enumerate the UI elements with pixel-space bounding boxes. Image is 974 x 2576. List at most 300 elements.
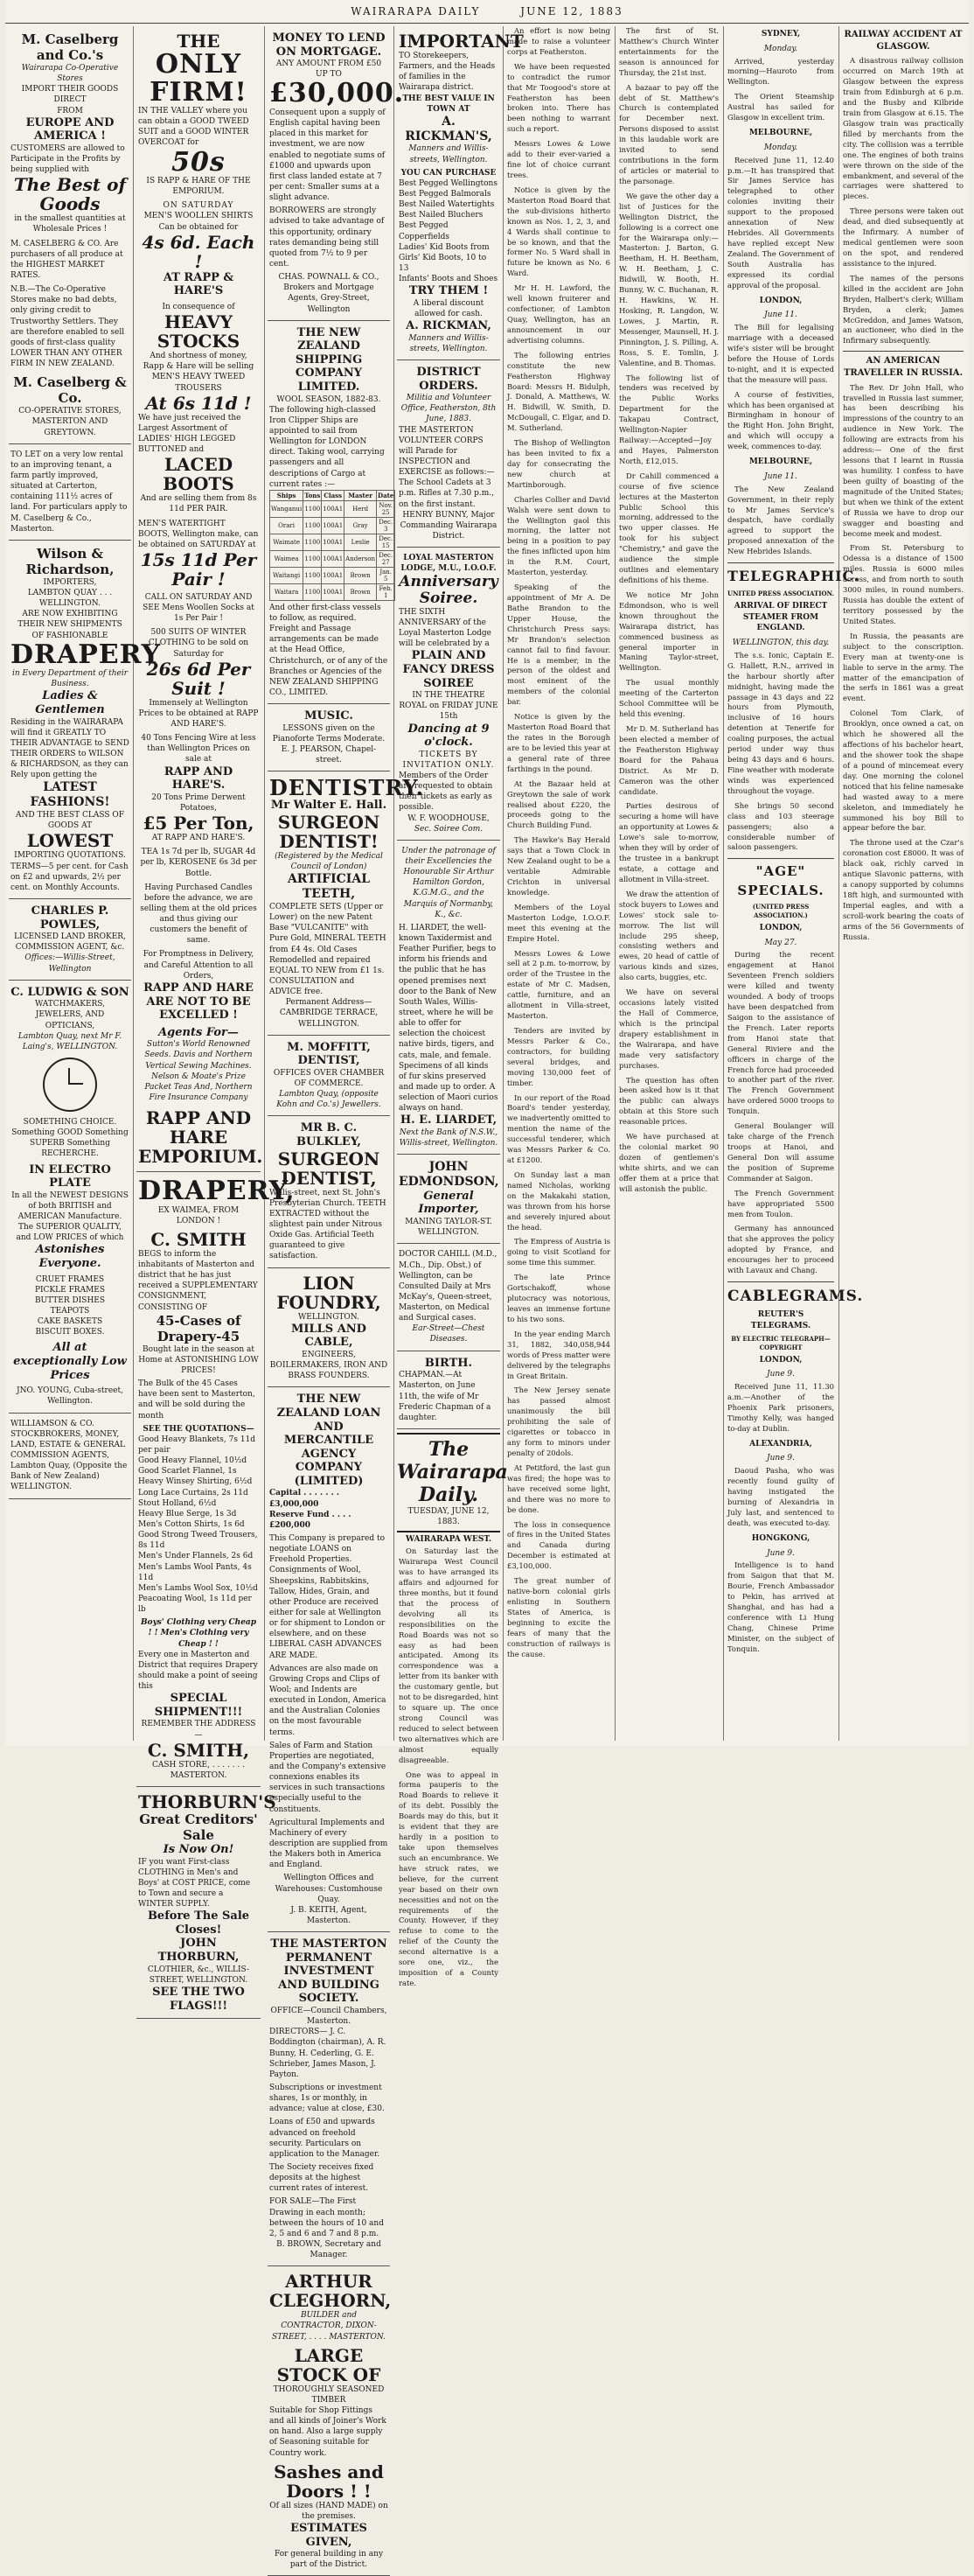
ad-text: AT RAPP & HARE'S <box>163 270 234 298</box>
ad-text: ANY AMOUNT FROM £50 UP TO <box>275 59 382 80</box>
ad-heading: ONLY FIRM! <box>150 49 247 108</box>
paragraph: The Orient Steamship Austral has sailed for Glasgow in excellent trim. <box>727 92 834 122</box>
column-divider <box>133 26 134 1741</box>
paragraph: On Sunday last a man named Nicholas, working on the Makakahi station, was thrown from his horse and severely injured about the head. <box>507 1169 610 1232</box>
paragraph: Notice is given by the Masterton Road Board that the sub-divisions hitherto known as Nos. 1, 2, 3, and 4 Wards shall continue to be so known, and that the former No. 5 Ward shall in future be known as No. 6 Ward. <box>507 185 610 278</box>
ad-title: Mr Walter E. Hall. <box>270 799 387 813</box>
ad-text: 500 SUITS OF WINTER CLOTHING to be sold on Saturday for <box>148 628 249 659</box>
ad-text: Sec. Soiree Com. <box>414 824 484 834</box>
ad-title: M. Caselberg and Co.'s <box>21 31 119 63</box>
paragraph: The Rev. Dr John Hall, who travelled in Russia last summer, has been describing his impressions of the country to an audience in New York. The following are extracts from his address:— One of the first lessons that I learnt in Russia was humility. I confess to have been guilty of boasting of the magnitude of the United States; but when we think of the extent of Russia we have to drop our swagger and boasting and become meek and modest. <box>843 382 964 538</box>
ad-text: N.B.—The Co-Operative Stores make no bad debts, only giving credit to Trustworthy Settlers. They are therefore enabled to sell goods of first-class quality LOWER THAN ANY OTHER FIRM IN NEW ZEALAND. <box>10 285 125 369</box>
ad-text: Under the patronage of their Excellencies the Honourable Sir Arthur Hamilton Gordon, K.G.M.G., and the Marquis of Normanby, K., &c. <box>401 846 496 919</box>
powles-ad <box>9 899 131 981</box>
telegrams <box>726 29 864 1655</box>
ad-text: IMPORTERS, <box>43 577 97 587</box>
column-7 <box>726 26 864 1741</box>
list-item: Stout Holland, 6½d <box>138 1498 217 1508</box>
table-cell: 1100 <box>303 567 322 583</box>
table-cell: 100A1 <box>322 517 344 534</box>
paragraph: The Bishop of Wellington has been invited to fix a day for consecrating the new church at Martinborough. <box>507 438 610 489</box>
table-cell: 100A1 <box>322 550 344 567</box>
ad-text: Manners and Willis-streets, Wellington. <box>408 333 489 353</box>
list-item: Men's Lambs Wool Sox, 10½d <box>138 1583 258 1593</box>
table-cell: Orari <box>270 517 303 534</box>
ad-text: W. F. WOODHOUSE, <box>407 813 490 823</box>
articles <box>841 29 965 943</box>
paragraph: She brings 50 second class and 103 steerage passengers; also a considerable number of saloon passengers. <box>727 800 834 852</box>
ad-text: EX WAIMEA, FROM LONDON ! <box>157 1205 240 1225</box>
ad-text: OFFICE—Council Chambers, Masterton. <box>270 2007 387 2027</box>
ad-price: 50s <box>171 146 226 178</box>
paragraph: Intelligence is to hand from Saigon that that M. Bourie, French Ambassador to Pekin, has arrived at Shanghai, and has had a conference with Li Hung Chang, Chinese Prime Minister, on the subject of Tonquin. <box>727 1560 834 1653</box>
dateline: WELLINGTON, this day. <box>732 639 830 648</box>
ad-text: BEGS to inform the inhabitants of Masterton and district that he has just received a SUPPLEMENTARY CONSIGNMENT, CONSISTING OF <box>138 1249 258 1312</box>
ad-text: Immensely at Wellington Prices to be obtained at RAPP AND HARE'S. <box>138 698 259 730</box>
ad-heading: ESTIMATES GIVEN, <box>290 2521 367 2549</box>
ad-text: In all the NEWEST DESIGNS of both BRITISH and AMERICAN Manufacture. The SUPERIOR QUALITY, and LOW PRICES of which <box>11 1190 129 1243</box>
ad-text: J. B. KEITH, Agent, Masterton. <box>290 1905 367 1925</box>
ad-heading: RAPP AND HARE'S. <box>163 764 233 792</box>
ad-text: TO Storekeepers, Farmers, and the Heads of families in the Wairarapa district. <box>399 52 496 93</box>
ad-text: And are selling them from 8s 11d PER PAIR. <box>140 494 257 514</box>
building-society-ad <box>268 1932 390 2266</box>
dateline: LONDON, <box>759 923 803 932</box>
list-item: Good Strong Tweed Trousers, 8s 11d <box>138 1531 258 1551</box>
list-item: Best Pegged Copperfields <box>399 221 450 241</box>
ad-heading: ARTIFICIAL TEETH, <box>287 872 371 902</box>
ad-text: in the smallest quantities at Wholesale Prices ! <box>14 214 126 234</box>
table-cell: Waitangi <box>270 567 303 583</box>
paragraph: The s.s. Ionic, Captain E. G. Hallett, R.N., arrived in the harbour shortly after midnight, having made the passage in 43 days and 22 hours from Plymouth, inclusive of 16 hours detention at Tenerife for coaling purposes, the actual period under way thus being 43 days and 6 hours. Fine weather with moderate winds was experienced throughout the voyage. <box>727 650 834 795</box>
dateline-date: Monday. <box>763 44 798 53</box>
section-subheading: UNITED PRESS ASSOCIATION. <box>727 589 834 597</box>
paragraph: In Russia, the peasants are subject to the conscription. Every man at twenty-one is liable to serve in the army. The matter of the emancipation of the serfs in 1861 was a great event. <box>843 631 964 703</box>
list-item: Long Lace Curtains, 2s 11d <box>138 1488 248 1497</box>
ad-heading: Dancing at 9 o'clock. <box>407 722 490 750</box>
ad-heading: DRAPERY, <box>138 1176 296 1207</box>
ad-title: M. MOFFITT, DENTIST, <box>287 1040 371 1068</box>
paragraph: Received June 11, 11.30 a.m.—Another of the Phoenix Park prisoners, Timothy Kelly, was hanged to-day at Dublin. <box>727 1382 834 1433</box>
ad-text: IF you want First-class CLOTHING in Men's and Boys' at COST PRICE, come to Town and secure a WINTER SUPPLY. <box>138 1857 251 1909</box>
ad-text: Sutton's World Renowned Seeds. Davis and Northern Vertical Sewing Machines. Nelson & Moate's Prize Packet Teas And, Northern Fire Insurance Company <box>144 1040 253 1102</box>
ad-price: 15s 11d Per Pair ! <box>140 548 257 590</box>
section-subheading: REUTER'S TELEGRAMS. <box>750 1310 811 1330</box>
ad-text: CASH STORE, . . . . . . . MASTERTON. <box>151 1760 246 1780</box>
ad-text: Militia and Volunteer Office, Featherston, 8th June, 1883. <box>400 394 497 424</box>
list-item: BUTTER DISHES <box>34 1295 106 1305</box>
ad-subtitle: Wairarapa Co-Operative Stores <box>21 64 119 84</box>
list-item: Girls' Kid Boots, 10 to 13 <box>399 253 487 273</box>
paragraph: At the Bazaar held at Greytown the sale of work realised about £220, the proceeds going to the Church Building Fund. <box>507 778 610 830</box>
rickman-ad <box>397 26 524 360</box>
ad-heading: RAPP AND HARE ARE NOT TO BE EXCELLED ! <box>143 981 254 1023</box>
ad-heading: BIRTH. <box>424 1356 473 1370</box>
ad-text: Next the Bank of N.S.W., Willis-street, Wellington. <box>399 1128 498 1148</box>
ad-text: TICKETS BY INVITATION ONLY. <box>402 750 495 770</box>
dateline: HONGKONG, <box>751 1533 811 1543</box>
ad-text: in Every Department of their Business. <box>11 669 129 689</box>
paragraph: The late Prince Gortschakoff, whose plutocracy was notorious, leaves an immense fortune to his two sons. <box>507 1273 610 1323</box>
paragraph: Mr D. M. Sutherland has been elected a member of the Featherston Highway Board for the Pahaua District. As Mr D. Cameron was the other candidate. <box>619 724 719 796</box>
ad-text: A liberal discount allowed for cash. <box>413 298 484 318</box>
paragraph: We have on several occasions lately visited the Hall of Commerce, which is the principal drapery establishment in the Wairarapa, and have made very satisfactory purchases. <box>619 988 719 1070</box>
ad-heading: MONEY TO LEND ON MORTGAGE. <box>272 31 386 59</box>
paragraph: The French Government have appropriated 5500 men from Toulon. <box>727 1188 834 1218</box>
paragraph: Speaking of the appointment of Mr A. De Bathe Brandon to the Upper House, the Christchurch Press says: Mr Brandon's selection cannot fail to find favour. He is a member, in the person of the oldest and most eminent of the members of the colonial bar. <box>507 583 610 707</box>
ad-heading: THE NEW ZEALAND SHIPPING COMPANY LIMITED. <box>295 325 363 394</box>
list-item: BISCUIT BOXES. <box>35 1328 105 1337</box>
paragraph: The Hawke's Bay Herald says that a Town Clock in New Zealand ought to be a veritable Admirable Crichton in universal knowledge. <box>507 835 610 897</box>
ad-heading: LOWEST <box>26 830 114 852</box>
paragraph: Arrived, yesterday morning—Hauroto from Wellington. <box>727 56 834 87</box>
table-row <box>270 583 395 600</box>
ad-text: For general building in any part of the District. <box>274 2550 384 2570</box>
paragraph: On Saturday last the Wairarapa West Council was to have arranged its affairs and adjourned for three months, but it found that the process of devolving all its responsibilities on the Road Boards was not so easy as had been anticipated. Among its correspondence was a letter from its banker with the customary gentle, but not to be disregarded, hint to square up. The once strong Council was reduced to select between two alternatives which are almost equally disagreeable. <box>399 1546 499 1764</box>
table-cell: Feb. 1 <box>377 583 395 600</box>
column-header: Tons <box>304 491 321 499</box>
table-cell: Dec. 27 <box>377 550 395 567</box>
paragraph: We have been requested to contradict the rumor that Mr Toogood's store at Featherston has been broken into. There has been nothing to warrant such a report. <box>507 61 610 134</box>
dateline-date: June 9. <box>767 1370 795 1379</box>
ad-text: LESSONS given on the Pianoforte Terms Moderate. E. J. PEARSON, Chapel-street. <box>272 723 386 765</box>
doctor-ad <box>397 1244 500 1351</box>
paragraph: The Empress of Austria is going to visit Scotland for some time this summer. <box>507 1237 610 1267</box>
ad-title: MR B. C. BULKLEY, <box>296 1121 361 1148</box>
ad-heading: Sashes and Doors ! ! <box>274 2461 384 2502</box>
column-8 <box>841 26 965 1741</box>
cleghorn-ad <box>268 2266 390 2576</box>
ad-text: DIRECTORS— J. C. Boddington (chairman), A. R. Bunny, H. Cederling, G. E. Schrieber, James Mason, J. Payton. <box>269 2028 386 2079</box>
list-item: Best Pegged Balmorals <box>399 190 491 199</box>
ad-heading: IMPORTANT <box>399 31 524 52</box>
table-cell: Wanganui <box>270 500 303 517</box>
ad-text: Having Purchased Candles before the advance, we are selling them at the old prices and thus giving our customers the benefit of same. <box>140 883 257 946</box>
ad-text: ARE NOW EXHIBITING THEIR NEW SHIPMENTS OF FASHIONABLE <box>17 610 122 640</box>
ad-title: JOHN EDMONDSON, <box>399 1160 499 1190</box>
ad-heading: IN ELECTRO PLATE <box>29 1162 111 1190</box>
editorial-title: The Wairarapa Daily. <box>397 1437 508 1506</box>
dateline: LONDON, <box>759 1355 803 1365</box>
ad-text: BUILDER and CONTRACTOR, DIXON-STREET, . . . . MASTERTON. <box>272 2311 386 2342</box>
ad-heading: SEE THE TWO FLAGS!!! <box>152 1985 245 2013</box>
column-4 <box>397 26 524 1987</box>
table-cell: Brown <box>344 583 377 600</box>
ad-text: MEN'S WOOLLEN SHIRTS Can be obtained for <box>143 212 254 232</box>
list-item: CRUET FRAMES <box>35 1274 105 1284</box>
table-cell: 100A1 <box>322 534 344 550</box>
table-row <box>270 550 395 567</box>
column-3 <box>268 26 424 2570</box>
ad-title: LION FOUNDRY, <box>276 1272 381 1313</box>
ad-text: The Society receives fixed deposits at the highest current rates of interest. <box>269 2163 374 2194</box>
ad-text: In consequence of <box>162 302 235 311</box>
paragraph: The Bill for legalising marriage with a deceased wife's sister will be brought before the House of Lords to-night, and it is expected that the measure will pass. <box>727 323 834 384</box>
list-item: Infants' Boots and Shoes <box>399 275 498 284</box>
ad-heading: Before The Sale Closes! <box>147 1909 250 1937</box>
ad-heading: Ladies & Gentlemen <box>35 689 105 717</box>
paragraph: Tenders are invited by Messrs Parker & Co., contractors, for building several bridges, and moving 130,000 feet of timber. <box>507 1025 610 1087</box>
masthead-rule <box>5 23 969 24</box>
paragraph: Received June 11, 12.40 p.m.—It has transpired that Sir James Service has telegraphed to other colonies inviting their support to the proposed annexation of New Hebrides. All Governments have replied except New Zealand. The Government of South Australia has expressed its cordial approval of the proposal. <box>727 155 834 290</box>
ad-text: REMEMBER THE ADDRESS— <box>141 1720 256 1740</box>
editorial-body <box>397 1546 500 1989</box>
paragraph: Parties desirous of securing a home will have an opportunity at Lowes & Lowe's sale to-morrow, when they will by order of the trustee in a bankrupt estate, a cottage and allotment in Villa-street. <box>619 801 719 883</box>
ad-heading: SURGEON DENTIST! <box>277 812 380 853</box>
table-cell: Leslie <box>344 534 377 550</box>
list-item: Men's Cotton Shirts, 1s 6d <box>138 1520 245 1529</box>
ad-heading: Astonishes Everyone. <box>35 1243 105 1271</box>
paragraph: Colonel Tom Clark, of Brooklyn, once owned a cat, on which he showered all the affections of his bachelor heart, and the shower took the shape of a pound of mincemeat every day. One morning the colonel noticed that his feline namesake had wasted away to a mere skeleton, and immediately he summoned his boy Bill to appear before the bar. <box>843 709 964 833</box>
ad-text: SEE THE QUOTATIONS— <box>143 1424 254 1434</box>
ad-text: AND THE BEST CLASS OF GOODS AT <box>16 811 124 831</box>
product-list <box>10 1274 129 1338</box>
table-cell: 100A1 <box>322 567 344 583</box>
ad-price: 26s 6d Per Suit ! <box>146 658 251 699</box>
ad-text: COMPLETE SETS (Upper or Lower) on the new Patent Base "VULCANITE" with Pure Gold, MINERAL TEETH from £4 4s. Old Cases Remodelled and repaired EQUAL TO NEW from £1 1s. CONSULTATION and ADVICE free. <box>269 902 386 997</box>
ad-text: DOCTOR CAHILL (M.D., M.Ch., Dip. Obst.) of Wellington, can be Consulted Daily at Mrs McKay's, Queen-street, Masterton, on Medical and Surgical cases. <box>399 1250 497 1323</box>
dateline-date: June 11. <box>764 471 797 481</box>
section-heading: "AGE" SPECIALS. <box>727 858 834 900</box>
ad-text: IN THE THEATRE ROYAL on FRIDAY JUNE 15th <box>399 691 498 722</box>
ad-text: Manners and Willis-streets, Wellington. <box>408 144 489 164</box>
ad-heading: Great Creditors' Sale <box>139 1812 258 1843</box>
paragraph: We have purchased at the colonial market 90 dozen of gentlemen's white shirts, and we can offer them at a price that will astonish the public. <box>619 1132 719 1193</box>
list-item: TEAPOTS <box>50 1307 90 1316</box>
table-cell: 1100 <box>303 534 322 550</box>
ad-text: THOROUGHLY SEASONED TIMBER <box>273 2384 385 2405</box>
list-item: Peacoating Wool, 1s 11d per lb <box>138 1594 252 1615</box>
paper-date: JUNE 12, 1883 <box>520 5 623 17</box>
ad-text: Permanent Address—CAMBRIDGE TERRACE, WELLINGTON. <box>279 998 379 1029</box>
table-cell: Dec. 3 <box>377 517 395 534</box>
ad-heading: Agents For— <box>158 1025 239 1039</box>
article-heading: RAILWAY ACCIDENT AT GLASGOW. <box>844 30 963 52</box>
dateline: ALEXANDRIA, <box>749 1439 812 1449</box>
table-cell: 1100 <box>303 583 322 600</box>
paragraph: An effort is now being made to raise a volunteer corps at Featherston. <box>507 26 610 56</box>
column-5 <box>505 26 612 1741</box>
dateline-date: June 11. <box>764 311 797 320</box>
ad-text: This Company is prepared to negotiate LOANS on Freehold Properties. Consignments of Wool, Sheepskins, Rabbitskins, Tallow, Hides, Grain, and other Produce are received either for sale at Wellington or for shipment to London or elsewhere, and on these LIBERAL CASH ADVANCES ARE MADE. <box>269 1534 386 1660</box>
paragraph: One was to appeal in forma pauperis to the Road Boards to relieve it of its debt. Possibly the Boards may do this, but it is evident that they are hardly in a position to take upon themselves such an encumbrance. We have struck rates, we believe, for the current year based on their own necessities and not on the requirements of the County. However, if they refuse to come to the relief of the County the second alternative is a sore one, viz., the imposition of a County rate. <box>399 1770 498 1987</box>
ad-heading: The Best of Goods <box>13 174 127 215</box>
table-row <box>270 567 395 583</box>
paragraph: Notice is given by the Masterton Road Board that the rates in the Borough are to be levied this year at a general rate of three farthings in the pound. <box>507 712 610 773</box>
ad-text: WOOL SEASON, 1882-83. <box>276 394 381 404</box>
ad-heading: DRAPERY <box>10 639 162 670</box>
ad-price: 4s 6d. Each ! <box>142 231 255 272</box>
ad-title: JOHN THORBURN, <box>157 1937 240 1965</box>
ad-title: C. SMITH, <box>147 1739 250 1761</box>
ad-title: CHARLES P. POWLES, <box>31 904 109 932</box>
ad-title: A. RICKMAN, <box>406 319 491 333</box>
article-heading: ARRIVAL OF DIRECT STEAMER FROM ENGLAND. <box>734 601 828 633</box>
column-header: Ships <box>270 490 303 500</box>
paragraph: Dr Cahill commenced a course of five science lectures at the Masterton Public School this morning, addressed to the two upper classes. He took for his subject "Chemistry," and gave the audience the simple outlines and elementary definitions of his theme. <box>619 471 719 585</box>
ad-heading: RAPP AND HARE EMPORIUM. <box>138 1107 263 1168</box>
ad-text: And other first-class vessels to follow, as required. <box>269 603 381 624</box>
table-cell: 1100 <box>303 517 322 534</box>
product-list <box>399 178 498 284</box>
rapp-hare-ad <box>136 26 261 1172</box>
ad-text: THE SIXTH ANNIVERSARY of the Loyal Masterton Lodge will be celebrated by a <box>399 607 491 649</box>
paragraph: A course of festivities, which has been organised at Birmingham in honour of the Right Hon. John Bright, and which will occupy a week, commences to-day. <box>727 389 834 451</box>
ad-text: LICENSED LAND BROKER, COMMISSION AGENT, &c. <box>14 932 126 953</box>
table-cell: 1100 <box>303 500 322 517</box>
list-item: Best Nailed Bluchers <box>399 211 484 220</box>
ad-heading: DISTRICT ORDERS. <box>416 366 481 393</box>
ad-text: Suitable for Shop Fittings and all kinds of Joiner's Work on hand. Also a large supply of Seasoning suitable for Country work. <box>269 2406 386 2458</box>
bulkley-ad <box>268 1116 390 1267</box>
ad-text: ON SATURDAY <box>163 201 234 211</box>
ad-title: ARTHUR CLEGHORN, <box>269 2271 392 2312</box>
paragraph: Messrs Lowes & Lowe sell at 2 p.m. to-morrow, by order of the Trustee in the estate of Mr C. Madsen, cattle, furniture, and an allotment in Villa-street, Masterton. <box>507 948 610 1021</box>
ad-text: Agricultural Implements and Machinery of every description are supplied from the Makers both in America and England. <box>269 1818 388 1870</box>
paragraph: The names of the persons killed in the accident are John Bryden, Halbert's clerk; William Bryden, a clerk; James McGreddon, and James Watson, an auctioneer, who died in the Infirmary subsequently. <box>843 273 964 346</box>
ad-price: £5 Per Ton, <box>143 813 254 834</box>
dateline-date: May 27. <box>764 938 797 947</box>
ad-text: Offices:—Willis-Street, Wellington <box>24 953 115 974</box>
column-divider <box>615 26 616 1741</box>
paragraph: Members of the Loyal Masterton Lodge, I.O.O.F. meet this evening at the Empire Hotel. <box>507 902 610 943</box>
paragraph: Germany has announced that she approves the policy adopted by France, and encourages her to proceed with Lavaux and Chang. <box>727 1224 834 1275</box>
table-cell: 100A1 <box>322 500 344 517</box>
list-item: PICKLE FRAMES <box>34 1285 106 1295</box>
ad-text: The following high-classed Iron Clipper Ships are appointed to sail from Wellington for LONDON direct. Taking wool, carrying passengers and all descriptions of Cargo at current rates :— <box>269 405 385 489</box>
paragraph: We notice Mr John Edmondson, who is well known throughout the Wairarapa district, has commenced business as general importer in Maning Taylor-street, Wellington. <box>619 590 719 673</box>
table-cell: Jan. 5 <box>377 567 395 583</box>
dateline: MELBOURNE, <box>748 129 813 138</box>
ad-heading: THE MASTERTON PERMANENT INVESTMENT AND BUILDING SOCIETY. <box>270 1937 387 2006</box>
ad-price: At 6s 11d ! <box>145 392 252 414</box>
column-divider <box>393 26 394 1741</box>
paper-name: WAIRARAPA DAILY <box>351 5 481 17</box>
ad-text: FROM <box>57 106 83 115</box>
ad-heading: General Importer, <box>418 1189 479 1217</box>
list-item: Good Scarlet Flannel, 1s <box>138 1467 237 1476</box>
table-cell: 1100 <box>303 550 322 567</box>
csmith-ad <box>136 1172 296 1787</box>
paragraph: The first of St. Matthew's Church Winter entertainments for the season is announced for Thursday, the 21st inst. <box>619 26 719 77</box>
ad-text: For Promptness in Delivery, and Careful Attention to all Orders, <box>143 950 254 981</box>
list-item: Best Pegged Wellingtons <box>399 178 497 188</box>
paragraph: In the year ending March 31, 1882, 340,058,944 words of Press matter were delivered by the telegraphs in Great Britain. <box>507 1329 610 1380</box>
dateline: MELBOURNE, <box>748 457 813 467</box>
paragraph: The New Zealand Government, in their reply to Mr James Service's despatch, have cordially agreed to support the proposed annexation of the New Hebrides Islands. <box>727 484 834 556</box>
news-items <box>617 26 720 1195</box>
ad-text: H. LIARDET, the well-known Taxidermist and Feather Purifier, begs to inform his friends and the public that he has opened premises next door to the Bank of New South Wales, Willis-street, where he will be able to offer for selection the choicest native birds, tigers, and cats, male, and female. Specimens of all kinds of fur skins preserved and made up to order. A selection of Maori curios always on hand. <box>399 923 498 1113</box>
section-subheading: (UNITED PRESS ASSOCIATION.) <box>752 902 810 919</box>
ad-text: IMPORTING QUOTATIONS. <box>14 851 126 861</box>
paragraph: We draw the attention of stock buyers to Lowes and Lowes' stock sale to-morrow. The list will include 295 sheep, consisting wethers and ewes, 20 head of cattle of various kinds and sizes, also carts, buggies, etc. <box>619 889 719 982</box>
ship-table <box>269 490 395 601</box>
section-heading: CABLEGRAMS. <box>727 1281 834 1307</box>
column-divider <box>723 26 724 1741</box>
column-header: Date <box>378 491 394 499</box>
column-1 <box>9 26 162 1741</box>
ad-text: Members of the Order are requested to obtain their tickets as early as possible. <box>399 771 493 813</box>
music-ad <box>268 704 390 771</box>
list-item: Best Nailed Watertights <box>399 200 495 210</box>
ad-text: Wellington Offices and Warehouses: Customhouse Quay. <box>275 1874 383 1904</box>
wilson-ad <box>9 541 162 899</box>
to-let-ad: TO LET on a very low rental to an improving tenant, a farm partly improved, situated at Carterton, containing 111½ acres of land. For particulars apply to M. Caselberg & Co., Masterton. <box>9 444 131 541</box>
paragraph: Messrs Lowes & Lowe add to their ever-varied a fine lot of choice currant trees. <box>507 139 610 179</box>
paragraph: At Petitford, the last gun was fired; the hope was to have received some light, and there was no more to be done. <box>507 1463 610 1514</box>
ad-text: JNO. YOUNG, Cuba-street, Wellington. <box>17 1386 123 1407</box>
ad-text: OFFICES OVER CHAMBER OF COMMERCE. <box>273 1068 385 1088</box>
ad-text: LOYAL MASTERTON LODGE, M.U., I.O.O.F. <box>400 554 497 574</box>
list-item: Men's Under Flannels, 2s 6d <box>138 1552 254 1561</box>
ad-heading: DENTISTRY. <box>269 775 424 801</box>
ad-heading: SURGEON DENTIST, <box>277 1148 380 1189</box>
ad-heading: HEAVY STOCKS <box>157 311 240 353</box>
shipping-ad <box>268 321 394 705</box>
ad-text: Ear-Street—Chest Diseases. <box>412 1324 485 1344</box>
ad-text: FOR SALE—The First Drawing in each month; between the hours of 10 and 2, 5 and 6 and 7 and 8 p.m. <box>269 2197 384 2238</box>
editorial-header <box>397 1433 508 1532</box>
ad-text: CHAPMAN.—At Masterton, on June 11th, the wife of Mr Frederic Chapman of a daughter. <box>399 1371 491 1422</box>
paragraph: The following list of tenders was received by the Public Works Department for the Takapau Contract, Wellington-Napier Railway:—Accepted—Joy and Hayes, Palmerston North, £12,015. <box>619 373 719 465</box>
ad-text: LAMBTON QUAY . . . WELLINGTON. <box>27 588 113 609</box>
ad-heading: EUROPE AND AMERICA ! <box>25 115 115 143</box>
ad-text: BORROWERS are strongly advised to take advantage of this opportunity, ordinary rates demanding being still quoted from 7½ to 9 per cent. <box>269 206 385 269</box>
newspaper-page <box>5 0 969 2570</box>
ad-heading: LACED BOOTS <box>163 454 234 495</box>
paragraph: We gave the other day a list of Justices for the Wellington District, the following is a correct one for the Wairarapa only:— Masterton: J. Barton, G. Beetham, H. H. Beetham, W. H. Beetham, J. C. Bidwill, W. Booth, H. Bunny, W. C. Buchanan, R. H. Hawkins, W. H. Hosking, R. Langdon, W. Lowes, J. Martin, R. Messenger, Maunsell, H. J. Pinnington, J. S. Pilling, A. Ross, S. E. Tomlin, J. Valentine, and B. Thomas. <box>619 191 719 367</box>
ad-text: 20 Tons Prime Derwent Potatoes, <box>151 792 246 813</box>
edmondson-ad <box>397 1155 500 1244</box>
ad-text: Sales of Farm and Station Properties are negotiated, and the Company's extensive connexions enables its services in such transactions especially useful to the constituents. <box>269 1741 386 1814</box>
ad-text: IMPORT THEIR GOODS DIRECT <box>21 85 119 105</box>
ad-text: B. BROWN, Secretary and Manager. <box>276 2240 381 2260</box>
ad-text: Every one in Masterton and District that requires Drapery should make a point of seeing this <box>138 1650 258 1692</box>
ad-text: And shortness of money, Rapp & Hare will be selling MEN'S HEAVY TWEED TROUSERS <box>143 352 254 393</box>
news-items <box>505 26 612 1660</box>
ad-text: 40 Tons Fencing Wire at less than Wellington Prices on sale at <box>141 734 256 764</box>
quotation-list <box>138 1435 259 1615</box>
table-cell: Gray <box>344 517 377 534</box>
ad-text: Lambton Quay, (opposite Kohn and Co.'s) Jewellers. <box>276 1090 381 1110</box>
paragraph: The great number of native-born colonial girls enlisting in Southern States of America, is beginning to excite the fears of many that the construction of railways is the cause. <box>507 1576 610 1658</box>
paragraph: The question has often been asked how is it that the public can always obtain at this Store such reasonable prices. <box>619 1075 719 1127</box>
ad-title: C. SMITH <box>150 1228 247 1250</box>
lion-foundry-ad <box>268 1268 390 1388</box>
ad-text: CO-OPERATIVE STORES, MASTERTON AND GREYTOWN. <box>18 407 122 437</box>
table-cell: 100A1 <box>322 583 344 600</box>
paragraph: The loss in consequence of fires in the United States and Canada during December is estimated at £3,100,000. <box>507 1519 610 1571</box>
editorial-date: TUESDAY, JUNE 12, 1883. <box>407 1506 490 1527</box>
ad-heading: MILLS AND CABLE, <box>291 1322 366 1350</box>
ad-text: THE BEST VALUE IN TOWN AT <box>402 94 495 114</box>
ad-text: (Registered by the Medical Council of London) <box>275 852 383 872</box>
paragraph: A bazaar to pay off the debt of St. Matthew's Church is contemplated for December next. Persons disposed to assist in this laudable work are invited to send contributions in the form of articles or material to the parsonage. <box>619 82 719 185</box>
moffitt-ad <box>268 1036 390 1117</box>
pocket-watch-icon <box>43 1058 97 1112</box>
ad-text: IS RAPP & HARE OF THE EMPORIUM. <box>146 177 251 197</box>
column-header: Master <box>344 490 377 500</box>
table-cell: Waitara <box>270 583 303 600</box>
ad-heading: Anniversary Soiree. <box>399 573 498 608</box>
soiree-ad <box>397 548 500 841</box>
dateline-date: Monday. <box>763 143 798 152</box>
paragraph: During the recent engagement at Hanoi Seventeen French soldiers were killed and twenty wounded. A body of troops have been despatched from Saigon to the assistance of the French. Later reports from Hanoi state that General Riviere and the officers in charge of the French force had proceeded to another part of the river. The French Government have ordered 5000 troops to Tonquin. <box>727 950 834 1116</box>
birth-notice <box>397 1351 500 1429</box>
list-item: Good Heavy Blankets, 7s 11d per pair <box>138 1435 256 1456</box>
ad-title: M. Caselberg & Co. <box>13 374 127 407</box>
liardet-ad <box>397 841 500 1155</box>
